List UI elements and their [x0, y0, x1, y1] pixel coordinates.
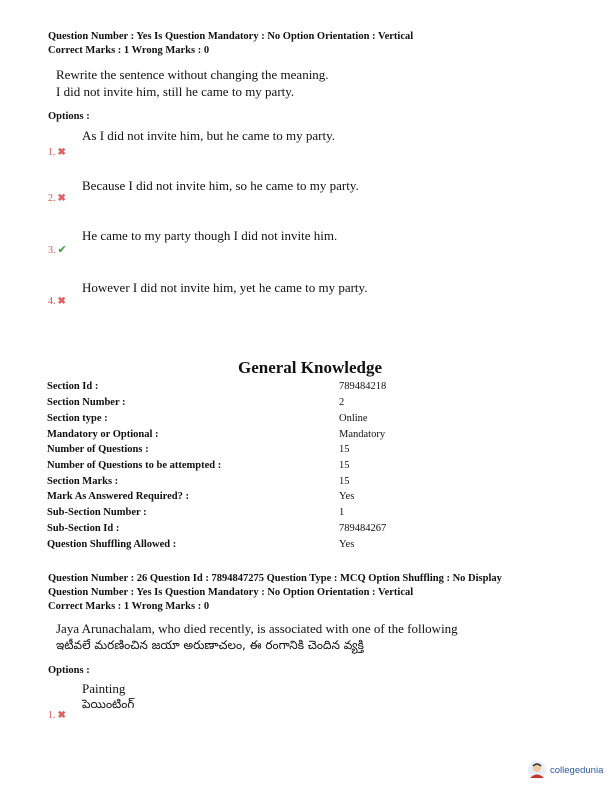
options-label: Options : [48, 665, 90, 676]
row-value: 1 [339, 507, 345, 518]
section-title: General Knowledge [237, 358, 382, 377]
options-label: Options : [48, 111, 90, 122]
row-key: Mark As Answered Required? : [47, 491, 189, 502]
section-info-row [47, 380, 386, 394]
correct-check-icon: ✔ [57, 244, 67, 256]
section-info-row [47, 443, 350, 457]
question-text-telugu: ఇటీవలే మరణించిన జయా అరుణాచలం, ఈ రంగానికి చెందిన వ్యక్తి [56, 638, 364, 652]
row-key: Section Marks : [47, 476, 119, 487]
option-text: As I did not invite him, but he came to my party. [82, 128, 335, 143]
option-text: However I did not invite him, yet he came to my party. [82, 280, 368, 295]
row-value: 15 [339, 460, 350, 471]
row-key: Section Id : [47, 381, 99, 392]
wrong-mark-icon: ✖ [57, 296, 66, 307]
row-value: 15 [339, 444, 350, 455]
option-text: Because I did not invite him, so he came to my party. [82, 178, 359, 193]
wrong-mark-icon: ✖ [57, 147, 66, 158]
option-text: Painting [82, 681, 126, 696]
question-text-line-1: Rewrite the sentence without changing the meaning. [56, 67, 329, 82]
section-info-row [47, 428, 385, 442]
logo-text: collegedunia [550, 764, 604, 776]
row-key: Question Shuffling Allowed : [47, 539, 177, 550]
row-key: Sub-Section Id : [47, 523, 120, 534]
option-number: 1. [48, 147, 56, 158]
section-info-row [47, 459, 350, 473]
collegedunia-logo [527, 760, 603, 780]
section-info-row [47, 396, 344, 410]
question-meta-line: Question Number : Yes Is Question Mandatory : No Option Orientation : Vertical [48, 587, 414, 598]
question-meta-line: Question Number : 26 Question Id : 7894847275 Question Type : MCQ Option Shuffling : No Display [48, 573, 502, 584]
row-value: Yes [339, 491, 355, 502]
option-text-telugu: పెయింటింగ్ [82, 697, 135, 711]
wrong-mark-icon: ✖ [57, 193, 66, 204]
section-info-row [47, 522, 386, 536]
section-info-row [47, 538, 354, 552]
question-marks-line: Correct Marks : 1 Wrong Marks : 0 [48, 601, 210, 612]
mascot-icon [527, 760, 547, 780]
question-meta-line: Question Number : Yes Is Question Mandatory : No Option Orientation : Vertical [48, 31, 414, 42]
section-info-row [47, 475, 350, 489]
row-key: Sub-Section Number : [47, 507, 147, 518]
row-key: Number of Questions to be attempted : [47, 460, 222, 471]
wrong-mark-icon: ✖ [57, 710, 66, 721]
row-value: Mandatory [339, 429, 386, 440]
row-value: 789484267 [339, 523, 387, 534]
question-marks-line: Correct Marks : 1 Wrong Marks : 0 [48, 45, 210, 56]
row-key: Section Number : [47, 397, 126, 408]
row-key: Mandatory or Optional : [47, 429, 159, 440]
row-value: Yes [339, 539, 355, 550]
question-text-line-1: Jaya Arunachalam, who died recently, is associated with one of the following [56, 621, 458, 636]
section-info-row [47, 490, 354, 504]
section-info-row [47, 506, 344, 520]
row-value: 15 [339, 476, 350, 487]
row-value: Online [339, 413, 368, 424]
option-number: 3. [48, 245, 56, 256]
option-number: 1. [48, 710, 56, 721]
row-value: 2 [339, 397, 345, 408]
section-info-row [47, 412, 368, 426]
row-value: 789484218 [339, 381, 387, 392]
row-key: Section type : [47, 413, 108, 424]
row-key: Number of Questions : [47, 444, 149, 455]
option-text: He came to my party though I did not invite him. [82, 228, 338, 243]
option-number: 4. [48, 296, 56, 307]
question-text-line-2: I did not invite him, still he came to my party. [56, 84, 295, 99]
option-number: 2. [48, 193, 56, 204]
